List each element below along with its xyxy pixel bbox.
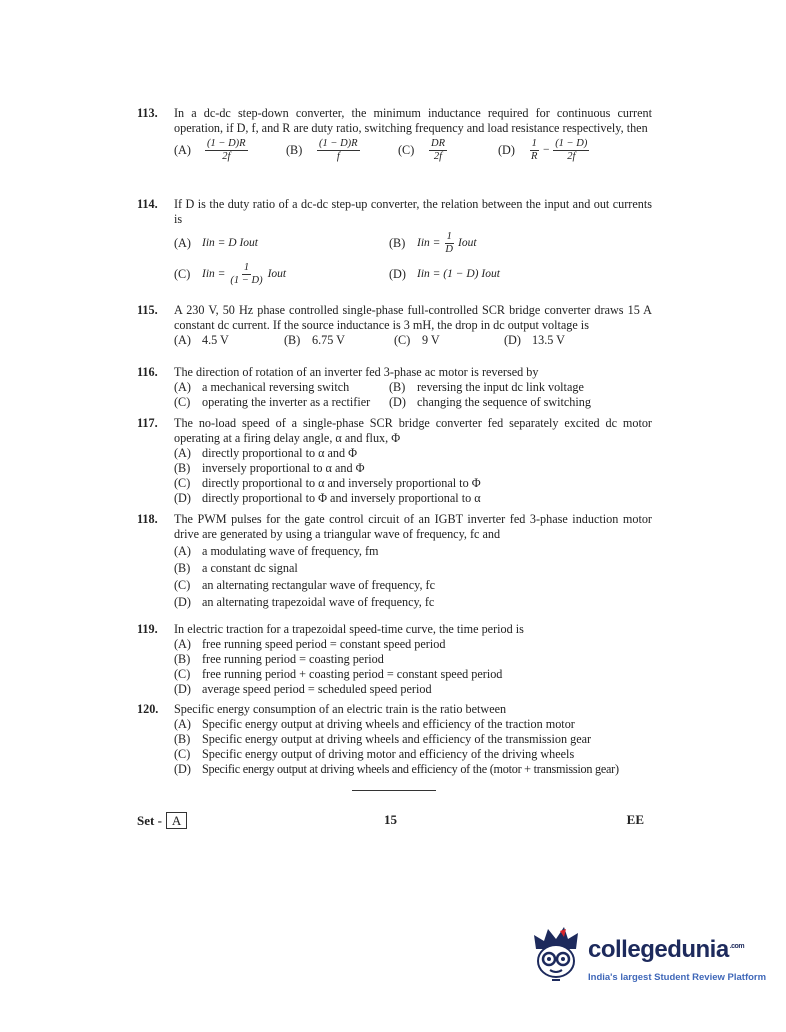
question-text: If D is the duty ratio of a dc-dc step-up converter, the relation between the input and out currents is	[174, 197, 652, 226]
question-117	[137, 416, 652, 506]
question-113	[137, 106, 652, 163]
separator-line	[352, 790, 436, 791]
question-number: 114.	[137, 197, 158, 211]
subject-code: EE	[626, 812, 644, 827]
option-b: (B) free running period = coasting period	[174, 652, 384, 666]
question-number: 116.	[137, 365, 158, 379]
option-d: (D) changing the sequence of switching	[389, 395, 591, 409]
question-text: Specific energy consumption of an electric train is the ratio between	[174, 702, 507, 716]
option-a: (A) directly proportional to α and Φ	[174, 446, 358, 460]
fraction: $\frac{(1 - D)R}{f}$	[319, 138, 358, 162]
page-footer	[137, 812, 652, 832]
option-c: (C) operating the inverter as a rectifier	[174, 395, 371, 409]
option-d: (D) Iin = (1 − D) Iout	[389, 267, 500, 281]
question-text: The direction of rotation of an inverter fed 3-phase ac motor is reversed by	[174, 365, 539, 379]
option-d: (D) Specific energy output at driving wheels and efficiency of the (motor + transmission gear)	[174, 762, 619, 776]
question-number: 115.	[137, 303, 158, 317]
question-text: In a dc-dc step-down converter, the minimum inductance required for continuous current operation, if D, f, and R are duty ratio, switching frequency and load resistance respectively, then	[174, 106, 652, 135]
option-b: (B) Iin = $\frac{1}{D}$ Iout	[389, 231, 477, 255]
option-a: (A) free running speed period = constant speed period	[174, 637, 446, 651]
brand-name: collegedunia$^{.com}$	[588, 936, 745, 963]
question-number: 120.	[137, 702, 159, 716]
fraction: $\frac{1}{D}$	[445, 231, 454, 255]
brand-watermark	[530, 925, 767, 995]
fraction: $\frac{(1 - D)}{2f}$	[555, 138, 588, 162]
option-d: (D) $\frac{1}{R}$ − $\frac{(1 - D)}{2f}$	[498, 138, 588, 162]
options-row	[174, 138, 652, 163]
option-c: (C) free running period + coasting period = constant speed period	[174, 667, 503, 681]
fraction: $\frac{DR}{2f}$	[431, 138, 445, 162]
option-d: (D) 13.5 V	[504, 333, 565, 347]
option-c: (C) Specific energy output of driving motor and efficiency of the driving wheels	[174, 747, 575, 761]
page-number: 15	[384, 812, 397, 827]
question-number: 117.	[137, 416, 158, 430]
option-b: (B) inversely proportional to α and Φ	[174, 461, 365, 475]
options-row	[174, 333, 652, 348]
option-d: (D) directly proportional to Φ and inversely proportional to α	[174, 491, 481, 505]
option-c: (C) an alternating rectangular wave of frequency, fc	[174, 578, 436, 592]
option-c: (C) $\frac{DR}{2f}$	[398, 138, 445, 162]
question-118	[137, 512, 652, 610]
option-a: (A) Iin = D Iout	[174, 236, 258, 250]
option-a: (A) a mechanical reversing switch	[174, 380, 350, 394]
options-row	[174, 262, 652, 287]
option-b: (B) a constant dc signal	[174, 561, 298, 575]
option-a: (A) 4.5 V	[174, 333, 229, 347]
question-text: A 230 V, 50 Hz phase controlled single-phase full-controlled SCR bridge converter draws 15 A constant dc current. If the source inductance is 3 mH, the drop in dc output voltage is	[174, 303, 652, 332]
question-text: In electric traction for a trapezoidal speed-time curve, the time period is	[174, 622, 524, 636]
option-c: (C) Iin = $\frac{1}{(1 - D)}$ Iout	[174, 262, 287, 286]
option-c: (C) 9 V	[394, 333, 440, 347]
fraction: $\frac{1}{R}$	[531, 138, 538, 162]
option-a: (A) a modulating wave of frequency, fm	[174, 544, 379, 558]
question-120	[137, 702, 652, 777]
question-116	[137, 365, 652, 410]
options-row	[174, 231, 652, 256]
options-row	[174, 380, 652, 395]
option-a: (A) Specific energy output at driving wheels and efficiency of the traction motor	[174, 717, 575, 731]
option-a: (A) $\frac{(1 - D)R}{2f}$	[174, 138, 246, 162]
option-b: (B) reversing the input dc link voltage	[389, 380, 584, 394]
option-b: (B) Specific energy output at driving wheels and efficiency of the transmission gear	[174, 732, 592, 746]
option-d: (D) average speed period = scheduled speed period	[174, 682, 432, 696]
question-number: 118.	[137, 512, 158, 526]
question-text: The PWM pulses for the gate control circuit of an IGBT inverter fed 3-phase induction motor drive are generated by using a triangular wave of frequency, fc and	[174, 512, 652, 541]
option-b: (B) 6.75 V	[284, 333, 345, 347]
set-label: Set - A	[137, 812, 187, 829]
fraction: $\frac{1}{(1 - D)}$	[230, 262, 263, 286]
question-number: 113.	[137, 106, 158, 120]
set-box: A	[166, 812, 187, 829]
question-text: The no-load speed of a single-phase SCR bridge converter fed separately excited dc motor operating at a firing delay angle, α and flux, Φ	[174, 416, 652, 445]
question-119	[137, 622, 652, 697]
option-c: (C) directly proportional to α and inversely proportional to Φ	[174, 476, 481, 490]
student-mascot-icon	[530, 927, 582, 987]
option-b: (B) $\frac{(1 - D)R}{f}$	[286, 138, 358, 162]
question-number: 119.	[137, 622, 158, 636]
options-row	[174, 395, 652, 410]
fraction: $\frac{(1 - D)R}{2f}$	[207, 138, 246, 162]
question-115	[137, 303, 652, 348]
brand-tagline: India's largest Student Review Platform	[588, 972, 767, 983]
question-114	[137, 197, 652, 287]
option-d: (D) an alternating trapezoidal wave of frequency, fc	[174, 595, 435, 609]
